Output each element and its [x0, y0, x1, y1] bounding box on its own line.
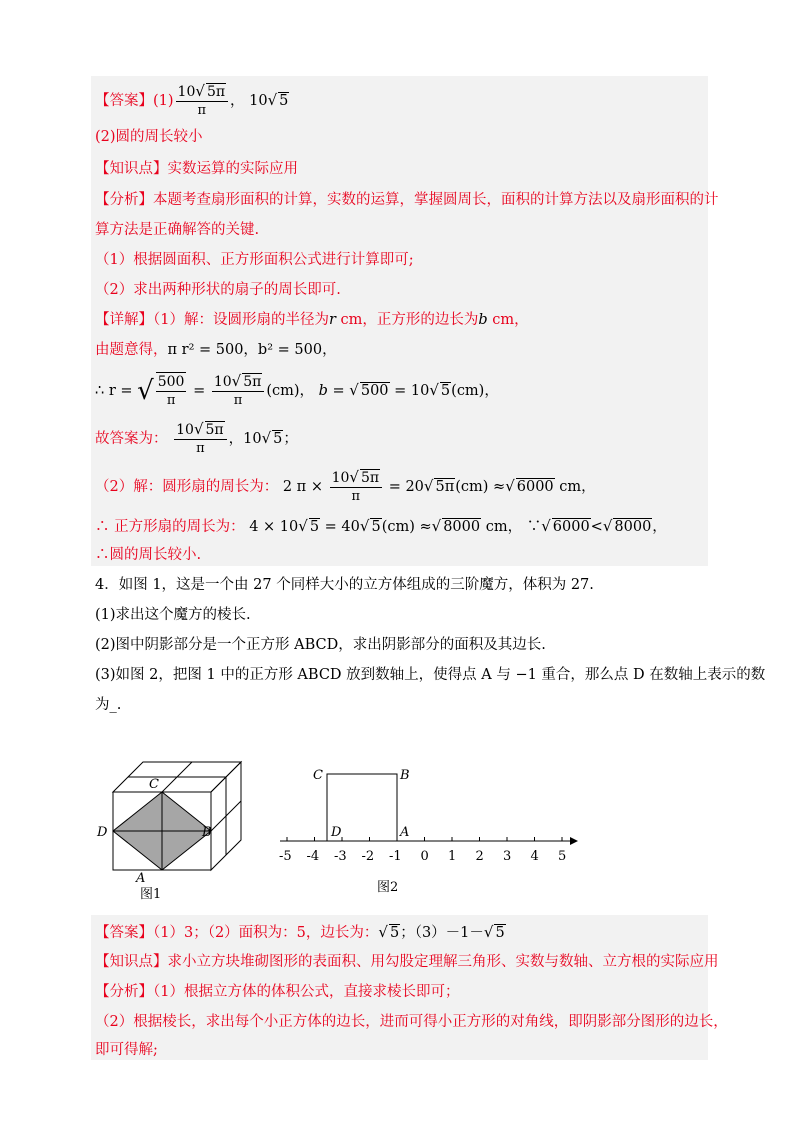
- question4-line5: 为_.: [95, 697, 122, 713]
- svg-text:A: A: [136, 871, 146, 886]
- svg-text:A: A: [400, 825, 410, 840]
- analysis-line-2: 算方法是正确解答的关键.: [95, 222, 260, 238]
- answer2-line: 【答案】（1）3；（2）面积为：5，边长为：√ 5；（3）－1－√ 5: [95, 923, 505, 941]
- final-answer-line: 故答案为： $\frac{10√ 5\pi}{\pi}$ ，10√ 5；: [95, 420, 298, 456]
- tick-label: 4: [530, 849, 539, 864]
- question4-line3: (2)图中阴影部分是一个正方形 ABCD，求出阴影部分的面积及其边长.: [95, 637, 546, 653]
- figure1-cube: [92, 752, 252, 902]
- svg-text:图2: 图2: [377, 880, 399, 895]
- question4-line2: (1)求出这个魔方的棱长.: [95, 607, 251, 623]
- radius-line: ∴ r = √ $\frac{500}{\pi}$ = $\frac{10√ 5\pi}{\pi}$ (cm)， b = √ 500 = 10√ 5(cm)，: [95, 372, 499, 408]
- answer-tag: 【答案】: [95, 93, 153, 109]
- conclusion-line: ∴圆的周长较小.: [95, 547, 202, 563]
- figure2-number-line: [270, 755, 590, 900]
- svg-text:D: D: [97, 825, 108, 840]
- tick-label: -1: [389, 849, 402, 864]
- question4-line4: (3)如图 2，把图 1 中的正方形 ABCD 放到数轴上，使得点 A 与 −1 重合，那么点 D 在数轴上表示的数: [95, 667, 766, 683]
- circle-perimeter-line: （2）解：圆形扇的周长为： 2 π × $\frac{10√ 5\pi}{\pi}$ = 20√ 5π(cm) ≈√ 6000 cm，: [95, 468, 596, 504]
- tick-label: 5: [558, 849, 567, 864]
- detail-line-1: 【详解】（1）解：设圆形扇的半径为r cm，正方形的边长为b cm，: [95, 312, 529, 328]
- analysis2-line1: 【分析】（1）根据立方体的体积公式，直接求棱长即可；: [95, 984, 460, 1000]
- knowledge2-line: 【知识点】求小立方块堆砌图形的表面积、用勾股定理解三角形、实数与数轴、立方根的实际应用: [95, 954, 719, 970]
- knowledge-line: 【知识点】实数运算的实际应用: [95, 161, 298, 177]
- tick-label: 3: [503, 849, 512, 864]
- analysis-step-1: （1）根据圆面积、正方形面积公式进行计算即可;: [95, 252, 414, 268]
- answer-part2: (2)圆的周长较小: [95, 129, 203, 145]
- svg-text:C: C: [149, 777, 159, 792]
- analysis2-line2: （2）根据棱长，求出每个小正方体的边长，进而可得小正方形的对角线，即阴影部分图形的边长，: [95, 1014, 728, 1030]
- answer-line: 【答案】(1) $\frac{10√ 5\pi}{\pi}$ ， 10√ 5: [95, 82, 289, 118]
- analysis2-line3: 即可得解;: [95, 1042, 158, 1058]
- analysis-step-2: （2）求出两种形状的扇子的周长即可.: [95, 282, 341, 298]
- tick-label: -2: [361, 849, 375, 864]
- tick-label: 0: [420, 849, 429, 864]
- equation-line: 由题意得，π r² = 500，b² = 500，: [95, 342, 337, 358]
- tick-label: -5: [279, 849, 292, 864]
- square-perimeter-line: ∴ 正方形扇的周长为： 4 × 10√ 5 = 40√ 5(cm) ≈√ 8000 cm， ∵√ 6000<√ 8000，: [95, 517, 667, 535]
- svg-text:C: C: [313, 768, 323, 783]
- fraction: $\frac{10√ 5\pi}{\pi}$: [176, 82, 229, 120]
- svg-text:B: B: [400, 768, 410, 783]
- svg-text:图1: 图1: [140, 887, 162, 902]
- tick-label: 2: [475, 849, 484, 864]
- svg-text:B: B: [202, 825, 212, 840]
- question4-line1: 4．如图 1，这是一个由 27 个同样大小的立方体组成的三阶魔方，体积为 27.: [95, 577, 594, 593]
- tick-label: 1: [448, 849, 457, 864]
- tick-label: -3: [334, 849, 347, 864]
- svg-text:D: D: [331, 825, 342, 840]
- tick-label: -4: [306, 849, 320, 864]
- analysis-line-1: 【分析】本题考查扇形面积的计算，实数的运算，掌握圆周长，面积的计算方法以及扇形面积的计: [95, 192, 719, 208]
